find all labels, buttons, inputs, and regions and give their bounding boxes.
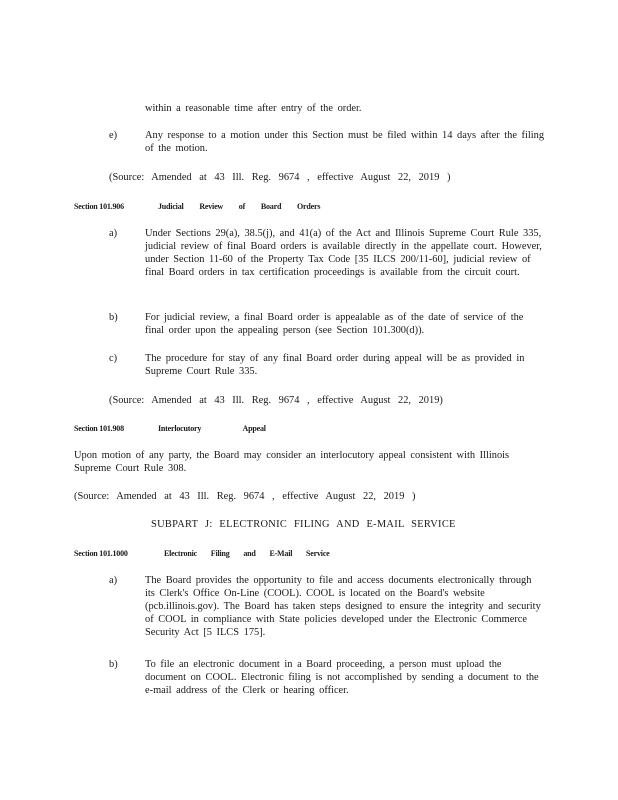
section-906-number: Section 101.906 xyxy=(74,202,124,211)
section-1000-item-a-label: a) xyxy=(109,575,118,586)
item-e-label: e) xyxy=(109,130,118,141)
section-906-item-a-text: Under Sections 29(a), 38.5(j), and 41(a) of the Act and Illinois Supreme Court Rule 335, judicial review of final Board orders is available directly in the appellate court. However, under Section 11-60 of the Property Tax Code [35 ILCS 200/11-60], judicial review of final Board orders in tax certification proceedings is available from the circuit court. xyxy=(145,228,542,278)
section-906-source: (Source: Amended at 43 Ill. Reg. 9674 , effective August 22, 2019) xyxy=(109,395,443,406)
section-908-number: Section 101.908 xyxy=(74,424,124,433)
continuation-line: within a reasonable time after entry of the order. xyxy=(145,103,362,114)
section-908-source: (Source: Amended at 43 Ill. Reg. 9674 , effective August 22, 2019 ) xyxy=(74,491,416,502)
section-906-item-c-label: c) xyxy=(109,353,118,364)
section-906-item-b-label: b) xyxy=(109,312,118,323)
section-1000-item-b-text: To file an electronic document in a Board proceeding, a person must upload the document on COOL. Electronic filing is not accomplished by sending a document to the e-mail address of the Clerk or hearing officer. xyxy=(145,659,539,696)
section-906-item-a-label: a) xyxy=(109,228,118,239)
section-1000-title: Electronic Filing and E-Mail Service xyxy=(164,549,330,558)
section-906-item-b-text: For judicial review, a final Board order is appealable as of the date of service of the final order upon the appealing person (see Section 101.300(d)). xyxy=(145,312,524,336)
source-note-1: (Source: Amended at 43 Ill. Reg. 9674 , effective August 22, 2019 ) xyxy=(109,172,451,183)
section-1000-item-b-label: b) xyxy=(109,659,118,670)
section-1000-item-a-text: The Board provides the opportunity to file and access documents electronically through its Clerk's Office On-Line (COOL). COOL is located on the Board's website (pcb.illinois.gov). The Board has taken steps designed to ensure the integrity and security of COOL in compliance with State policies developed under the Electronic Commerce Security Act [5 ILCS 175]. xyxy=(145,575,541,638)
item-e-text: Any response to a motion under this Section must be filed within 14 days after the filing of the motion. xyxy=(145,130,545,154)
section-908-text: Upon motion of any party, the Board may consider an interlocutory appeal consistent with Illinois Supreme Court Rule 308. xyxy=(74,450,510,474)
subpart-title: SUBPART J: ELECTRONIC FILING AND E-MAIL SERVICE xyxy=(151,519,456,530)
section-906-item-c-text: The procedure for stay of any final Board order during appeal will be as provided in Supreme Court Rule 335. xyxy=(145,353,525,377)
section-1000-number: Section 101.1000 xyxy=(74,549,128,558)
section-906-title: Judicial Review of Board Orders xyxy=(158,202,321,211)
section-908-title: Interlocutory Appeal xyxy=(158,424,266,433)
